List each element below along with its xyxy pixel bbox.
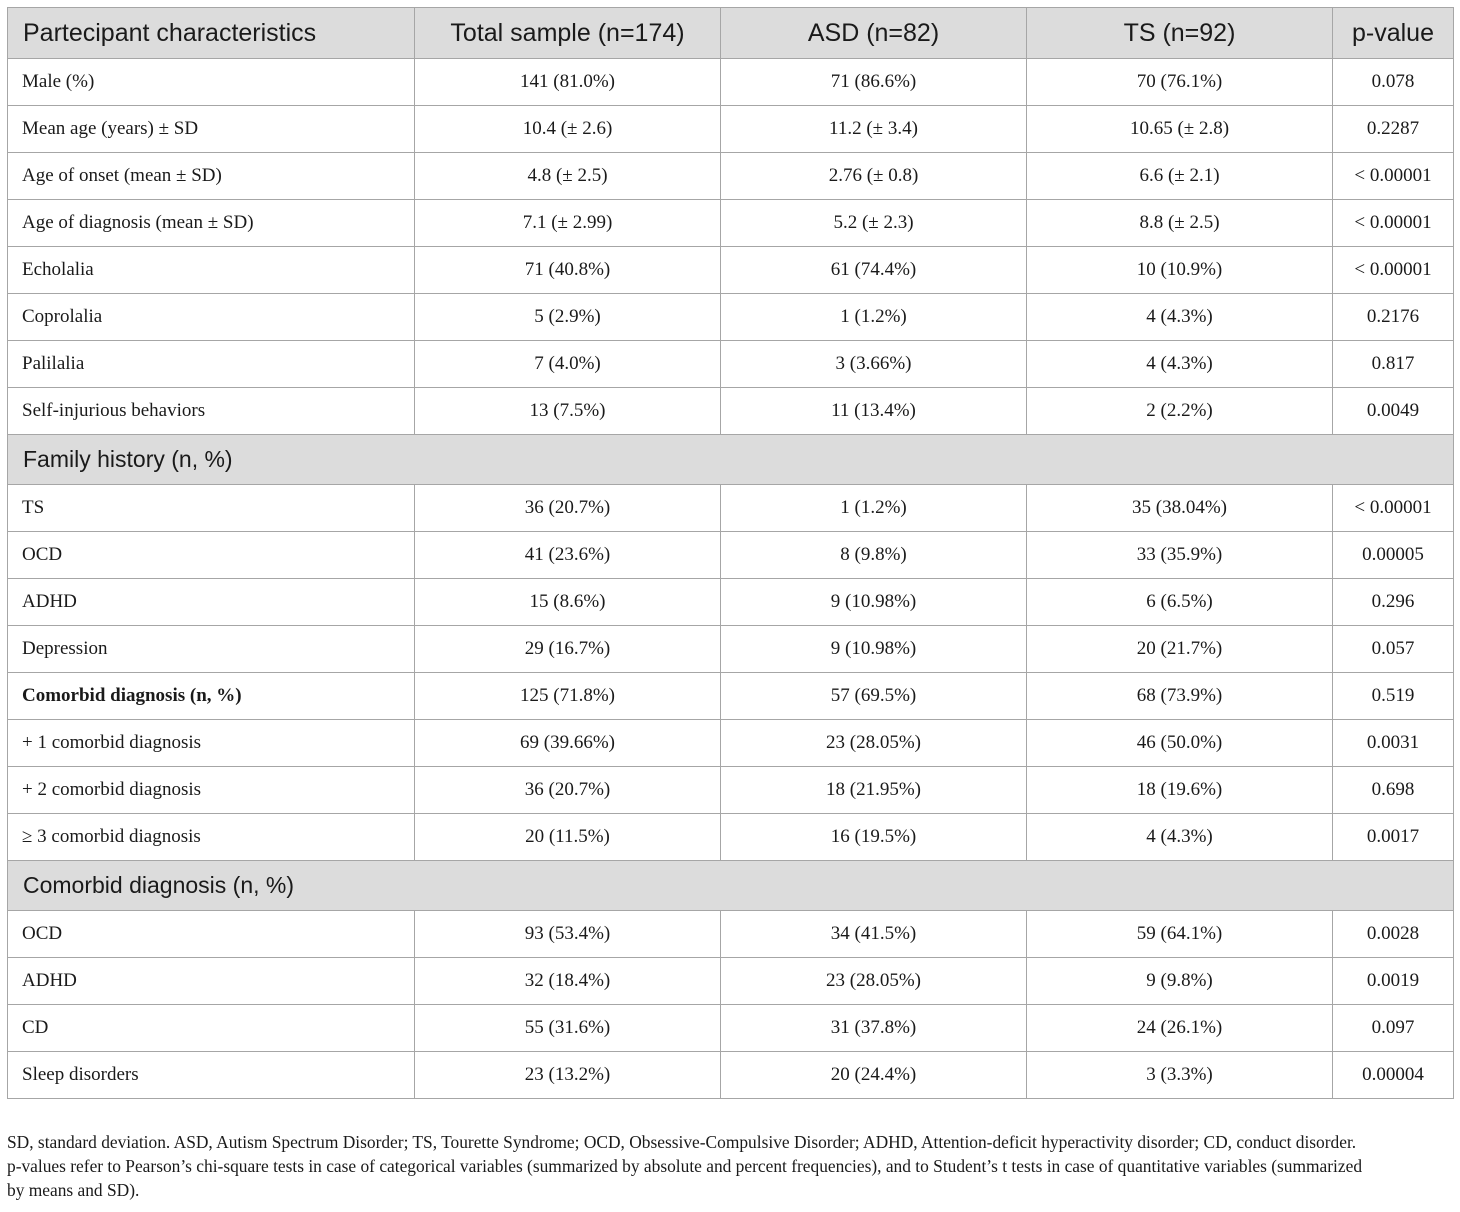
header-asd: ASD (n=82): [721, 8, 1027, 59]
cell-asd: 61 (74.4%): [721, 247, 1027, 294]
cell-p-value: < 0.00001: [1333, 200, 1454, 247]
cell-p-value: 0.0049: [1333, 388, 1454, 435]
cell-ts: 3 (3.3%): [1027, 1052, 1333, 1099]
cell-ts: 9 (9.8%): [1027, 958, 1333, 1005]
table-footnote: [7, 1130, 1457, 1202]
cell-total: 5 (2.9%): [415, 294, 721, 341]
cell-asd: 11.2 (± 3.4): [721, 106, 1027, 153]
row-label: Male (%): [8, 59, 415, 106]
header-characteristics: Partecipant characteristics: [8, 8, 415, 59]
cell-ts: 4 (4.3%): [1027, 814, 1333, 861]
cell-total: 4.8 (± 2.5): [415, 153, 721, 200]
table-row: [8, 958, 1454, 1005]
row-label: Comorbid diagnosis (n, %): [8, 673, 415, 720]
cell-asd: 3 (3.66%): [721, 341, 1027, 388]
cell-total: 13 (7.5%): [415, 388, 721, 435]
cell-asd: 34 (41.5%): [721, 911, 1027, 958]
header-row: [8, 8, 1454, 59]
row-label: + 2 comorbid diagnosis: [8, 767, 415, 814]
cell-p-value: 0.698: [1333, 767, 1454, 814]
cell-asd: 11 (13.4%): [721, 388, 1027, 435]
cell-p-value: 0.0019: [1333, 958, 1454, 1005]
cell-asd: 16 (19.5%): [721, 814, 1027, 861]
cell-total: 93 (53.4%): [415, 911, 721, 958]
cell-total: 10.4 (± 2.6): [415, 106, 721, 153]
table-row: [8, 626, 1454, 673]
cell-asd: 23 (28.05%): [721, 958, 1027, 1005]
table-row: [8, 814, 1454, 861]
row-label: + 1 comorbid diagnosis: [8, 720, 415, 767]
header-total-sample: Total sample (n=174): [415, 8, 721, 59]
table-row: [8, 153, 1454, 200]
table-row: [8, 388, 1454, 435]
cell-p-value: 0.0017: [1333, 814, 1454, 861]
cell-ts: 6 (6.5%): [1027, 579, 1333, 626]
table-row: [8, 200, 1454, 247]
row-label: OCD: [8, 532, 415, 579]
table-row: [8, 720, 1454, 767]
row-label: Self-injurious behaviors: [8, 388, 415, 435]
cell-asd: 9 (10.98%): [721, 626, 1027, 673]
table-row: [8, 767, 1454, 814]
section-heading: Comorbid diagnosis (n, %): [8, 861, 1454, 911]
cell-ts: 59 (64.1%): [1027, 911, 1333, 958]
header-p-value: p-value: [1333, 8, 1454, 59]
cell-ts: 35 (38.04%): [1027, 485, 1333, 532]
cell-ts: 24 (26.1%): [1027, 1005, 1333, 1052]
row-label: Coprolalia: [8, 294, 415, 341]
cell-asd: 9 (10.98%): [721, 579, 1027, 626]
cell-ts: 2 (2.2%): [1027, 388, 1333, 435]
row-label: ≥ 3 comorbid diagnosis: [8, 814, 415, 861]
cell-p-value: 0.00004: [1333, 1052, 1454, 1099]
cell-total: 15 (8.6%): [415, 579, 721, 626]
cell-total: 69 (39.66%): [415, 720, 721, 767]
cell-asd: 8 (9.8%): [721, 532, 1027, 579]
cell-asd: 5.2 (± 2.3): [721, 200, 1027, 247]
cell-ts: 68 (73.9%): [1027, 673, 1333, 720]
header-ts: TS (n=92): [1027, 8, 1333, 59]
table-row: [8, 911, 1454, 958]
table-row: [8, 673, 1454, 720]
table-row: [8, 59, 1454, 106]
cell-asd: 1 (1.2%): [721, 294, 1027, 341]
cell-p-value: 0.0031: [1333, 720, 1454, 767]
cell-asd: 71 (86.6%): [721, 59, 1027, 106]
row-label: TS: [8, 485, 415, 532]
cell-asd: 20 (24.4%): [721, 1052, 1027, 1099]
cell-p-value: 0.057: [1333, 626, 1454, 673]
cell-ts: 20 (21.7%): [1027, 626, 1333, 673]
cell-p-value: 0.817: [1333, 341, 1454, 388]
cell-p-value: < 0.00001: [1333, 485, 1454, 532]
characteristics-table: [7, 7, 1454, 1099]
cell-ts: 4 (4.3%): [1027, 341, 1333, 388]
cell-total: 7.1 (± 2.99): [415, 200, 721, 247]
cell-ts: 33 (35.9%): [1027, 532, 1333, 579]
footnote-line: p-values refer to Pearson’s chi-square tests in case of categorical variables (summarized by absolute and percent frequencies), and to Student’s t tests in case of quantitative variables (summarized: [7, 1156, 1363, 1176]
cell-ts: 18 (19.6%): [1027, 767, 1333, 814]
cell-total: 71 (40.8%): [415, 247, 721, 294]
section-row-family-history: [8, 435, 1454, 485]
cell-ts: 6.6 (± 2.1): [1027, 153, 1333, 200]
row-label: Palilalia: [8, 341, 415, 388]
table-row: [8, 485, 1454, 532]
row-label: Echolalia: [8, 247, 415, 294]
cell-asd: 23 (28.05%): [721, 720, 1027, 767]
section-row-comorbid-diagnosis: [8, 861, 1454, 911]
cell-p-value: 0.00005: [1333, 532, 1454, 579]
characteristics-table-container: [7, 7, 1453, 1099]
cell-ts: 46 (50.0%): [1027, 720, 1333, 767]
row-label: Age of diagnosis (mean ± SD): [8, 200, 415, 247]
row-label: Sleep disorders: [8, 1052, 415, 1099]
table-body: [8, 59, 1454, 1099]
cell-total: 55 (31.6%): [415, 1005, 721, 1052]
cell-asd: 31 (37.8%): [721, 1005, 1027, 1052]
cell-p-value: < 0.00001: [1333, 153, 1454, 200]
table-row: [8, 532, 1454, 579]
cell-total: 20 (11.5%): [415, 814, 721, 861]
section-heading: Family history (n, %): [8, 435, 1454, 485]
cell-total: 36 (20.7%): [415, 485, 721, 532]
cell-p-value: 0.078: [1333, 59, 1454, 106]
row-label: ADHD: [8, 579, 415, 626]
cell-total: 23 (13.2%): [415, 1052, 721, 1099]
cell-total: 7 (4.0%): [415, 341, 721, 388]
cell-total: 32 (18.4%): [415, 958, 721, 1005]
table-header: [8, 8, 1454, 59]
table-row: [8, 1005, 1454, 1052]
cell-p-value: 0.519: [1333, 673, 1454, 720]
cell-asd: 57 (69.5%): [721, 673, 1027, 720]
row-label: ADHD: [8, 958, 415, 1005]
cell-ts: 8.8 (± 2.5): [1027, 200, 1333, 247]
cell-ts: 4 (4.3%): [1027, 294, 1333, 341]
footnote-line: by means and SD).: [7, 1180, 140, 1200]
table-row: [8, 341, 1454, 388]
cell-ts: 10 (10.9%): [1027, 247, 1333, 294]
cell-p-value: 0.2287: [1333, 106, 1454, 153]
cell-ts: 10.65 (± 2.8): [1027, 106, 1333, 153]
cell-total: 29 (16.7%): [415, 626, 721, 673]
row-label: OCD: [8, 911, 415, 958]
table-row: [8, 294, 1454, 341]
cell-ts: 70 (76.1%): [1027, 59, 1333, 106]
table-row: [8, 1052, 1454, 1099]
cell-total: 125 (71.8%): [415, 673, 721, 720]
table-row: [8, 106, 1454, 153]
cell-asd: 18 (21.95%): [721, 767, 1027, 814]
table-row: [8, 247, 1454, 294]
row-label: Mean age (years) ± SD: [8, 106, 415, 153]
cell-p-value: 0.0028: [1333, 911, 1454, 958]
footnote-line: SD, standard deviation. ASD, Autism Spectrum Disorder; TS, Tourette Syndrome; OCD, Obsessive-Compulsive Disorder; ADHD, Attention-deficit hyperactivity disorder; CD, conduct disorder.: [7, 1132, 1357, 1152]
row-label: CD: [8, 1005, 415, 1052]
cell-p-value: 0.296: [1333, 579, 1454, 626]
cell-p-value: 0.097: [1333, 1005, 1454, 1052]
cell-total: 141 (81.0%): [415, 59, 721, 106]
cell-total: 41 (23.6%): [415, 532, 721, 579]
cell-p-value: 0.2176: [1333, 294, 1454, 341]
cell-asd: 1 (1.2%): [721, 485, 1027, 532]
table-row: [8, 579, 1454, 626]
row-label: Age of onset (mean ± SD): [8, 153, 415, 200]
cell-total: 36 (20.7%): [415, 767, 721, 814]
cell-p-value: < 0.00001: [1333, 247, 1454, 294]
cell-asd: 2.76 (± 0.8): [721, 153, 1027, 200]
row-label: Depression: [8, 626, 415, 673]
